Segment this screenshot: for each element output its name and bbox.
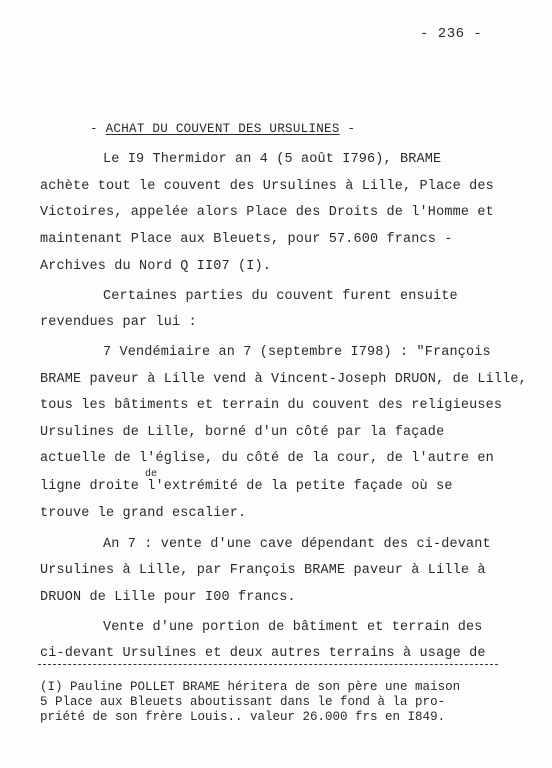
body-line: Ursulines à Lille, par François BRAME paveur à Lille à — [40, 563, 486, 578]
heading-title: ACHAT DU COUVENT DES URSULINES — [105, 122, 340, 136]
footnote-line: 5 Place aux Bleuets aboutissant dans le fond à la pro- — [40, 695, 446, 709]
body-line: achète tout le couvent des Ursulines à Lille, Place des — [40, 179, 494, 194]
body-line: maintenant Place aux Bleuets, pour 57.600 francs - — [40, 232, 453, 247]
page-number: - 236 - — [420, 26, 483, 42]
body-line: actuelle de l'église, du côté de la cour, de l'autre en — [40, 451, 494, 466]
body-line: Victoires, appelée alors Place des Droits de l'Homme et — [40, 205, 494, 220]
heading-prefix: - — [90, 122, 106, 136]
body-line: tous les bâtiments et terrain du couvent des religieuses — [40, 398, 503, 413]
body-line: Archives du Nord Q II07 (I). — [40, 259, 272, 274]
body-line: BRAME paveur à Lille vend à Vincent-Joseph DRUON, de Lille, — [40, 372, 527, 387]
body-line: DRUON de Lille pour I00 francs. — [40, 590, 296, 605]
body-line: Certaines parties du couvent furent ensuite — [103, 289, 458, 304]
body-line: 7 Vendémiaire an 7 (septembre I798) : "François — [103, 345, 491, 360]
body-line: revendues par lui : — [40, 315, 197, 330]
body-line: ligne droite l'extrémité de la petite façade où se — [40, 479, 453, 494]
body-line: trouve le grand escalier. — [40, 506, 247, 521]
body-line: An 7 : vente d'une cave dépendant des ci-devant — [103, 537, 491, 552]
section-heading — [90, 122, 355, 136]
handwritten-insert: de — [145, 469, 158, 480]
footnote-line: (I) Pauline POLLET BRAME héritera de son père une maison — [40, 680, 461, 694]
body-line: Vente d'une portion de bâtiment et terrain des — [103, 620, 483, 635]
heading-suffix: - — [339, 122, 356, 136]
body-line: ci-devant Ursulines et deux autres terrains à usage de — [40, 646, 486, 661]
body-line: Ursulines de Lille, borné d'un côté par la façade — [40, 425, 445, 440]
body-line: Le I9 Thermidor an 4 (5 août I796), BRAME — [103, 152, 442, 167]
footnote-line: priété de son frère Louis.. valeur 26.000 frs en I849. — [40, 710, 446, 724]
footnote-divider — [38, 664, 498, 665]
